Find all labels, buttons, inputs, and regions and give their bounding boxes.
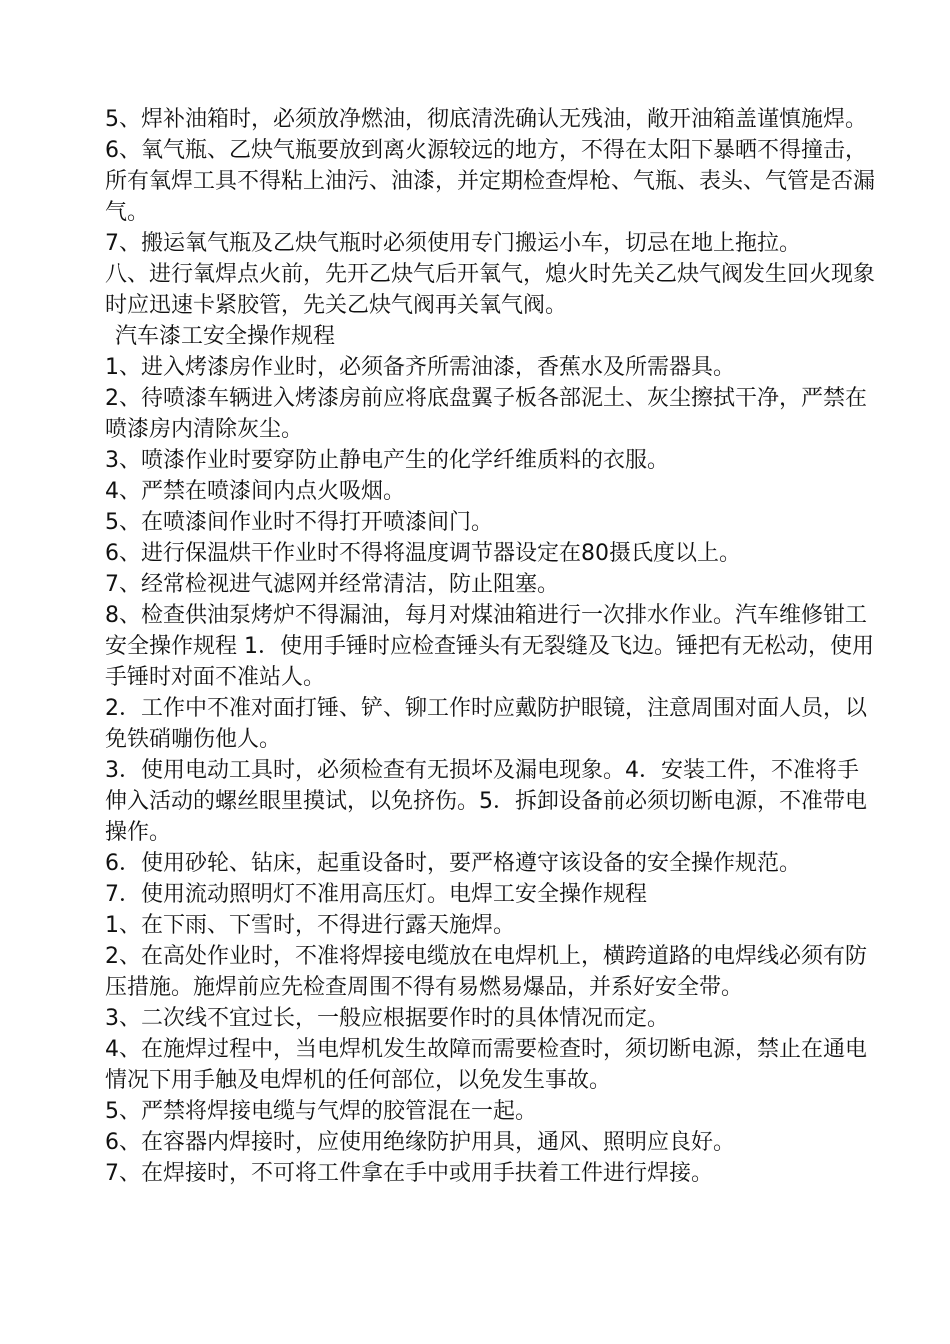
paragraph-4: 八、进行氧焊点火前，先开乙炔气后开氧气，熄火时先关乙炔气阀发生回火现象时应迅速卡紧胶管，先关乙炔气阀再关氧气阀。 — [105, 262, 876, 318]
paragraph-10: 5、在喷漆间作业时不得打开喷漆间门。 — [105, 510, 493, 535]
paragraph-12: 7、经常检视进气滤网并经常清洁，防止阻塞。 — [105, 572, 559, 597]
paragraph-14: 2．工作中不准对面打锤、铲、铆工作时应戴防护眼镜，注意周围对面人员，以免铁硝嘣伤他人。 — [105, 696, 867, 752]
paragraph-17: 7．使用流动照明灯不准用高压灯。电焊工安全操作规程 — [105, 882, 647, 907]
paragraph-7: 2、待喷漆车辆进入烤漆房前应将底盘翼子板各部泥土、灰尘擦拭干净，严禁在喷漆房内清除灰尘。 — [105, 386, 867, 442]
paragraph-16: 6．使用砂轮、钻床，起重设备时，要严格遵守该设备的安全操作规范。 — [105, 851, 801, 876]
paragraph-9: 4、严禁在喷漆间内点火吸烟。 — [105, 479, 405, 504]
section-heading-paint-safety: 汽车漆工安全操作规程 — [115, 324, 336, 349]
paragraph-6: 1、进入烤漆房作业时，必须备齐所需油漆，香蕉水及所需器具。 — [105, 355, 735, 380]
paragraph-2: 6、氧气瓶、乙炔气瓶要放到离火源较远的地方，不得在太阳下暴晒不得撞击，所有氧焊工具不得粘上油污、油漆，并定期检查焊枪、气瓶、表头、气管是否漏气。 — [105, 138, 876, 225]
paragraph-1: 5、焊补油箱时，必须放净燃油，彻底清洗确认无残油，敞开油箱盖谨慎施焊。 — [105, 107, 867, 132]
paragraph-13: 8、检查供油泵烤炉不得漏油，每月对煤油箱进行一次排水作业。汽车维修钳工安全操作规程 1．使用手锤时应检查锤头有无裂缝及飞边。锤把有无松动，使用手锤时对面不准站人。 — [105, 603, 874, 690]
paragraph-8: 3、喷漆作业时要穿防止静电产生的化学纤维质料的衣服。 — [105, 448, 669, 473]
paragraph-3: 7、搬运氧气瓶及乙炔气瓶时必须使用专门搬运小车，切忌在地上拖拉。 — [105, 231, 801, 256]
document-body — [105, 104, 875, 1189]
paragraph-11: 6、进行保温烘干作业时不得将温度调节器设定在80摄氏度以上。 — [105, 541, 741, 566]
paragraph-18: 1、在下雨、下雪时，不得进行露天施焊。 — [105, 913, 515, 938]
paragraph-23: 6、在容器内焊接时，应使用绝缘防护用具，通风、照明应良好。 — [105, 1130, 735, 1155]
paragraph-22: 5、严禁将焊接电缆与气焊的胶管混在一起。 — [105, 1099, 537, 1124]
paragraph-24: 7、在焊接时，不可将工件拿在手中或用手扶着工件进行焊接。 — [105, 1161, 713, 1186]
paragraph-21: 4、在施焊过程中，当电焊机发生故障而需要检查时，须切断电源，禁止在通电情况下用手触及电焊机的任何部位，以免发生事故。 — [105, 1037, 867, 1093]
paragraph-19: 2、在高处作业时，不准将焊接电缆放在电焊机上，横跨道路的电焊线必须有防压措施。施焊前应先检查周围不得有易燃易爆品，并系好安全带。 — [105, 944, 867, 1000]
paragraph-15: 3．使用电动工具时，必须检查有无损坏及漏电现象。4．安装工件，不准将手伸入活动的螺丝眼里摸试，以免挤伤。5．拆卸设备前必须切断电源，不准带电操作。 — [105, 758, 867, 845]
paragraph-20: 3、二次线不宜过长，一般应根据要作时的具体情况而定。 — [105, 1006, 669, 1031]
